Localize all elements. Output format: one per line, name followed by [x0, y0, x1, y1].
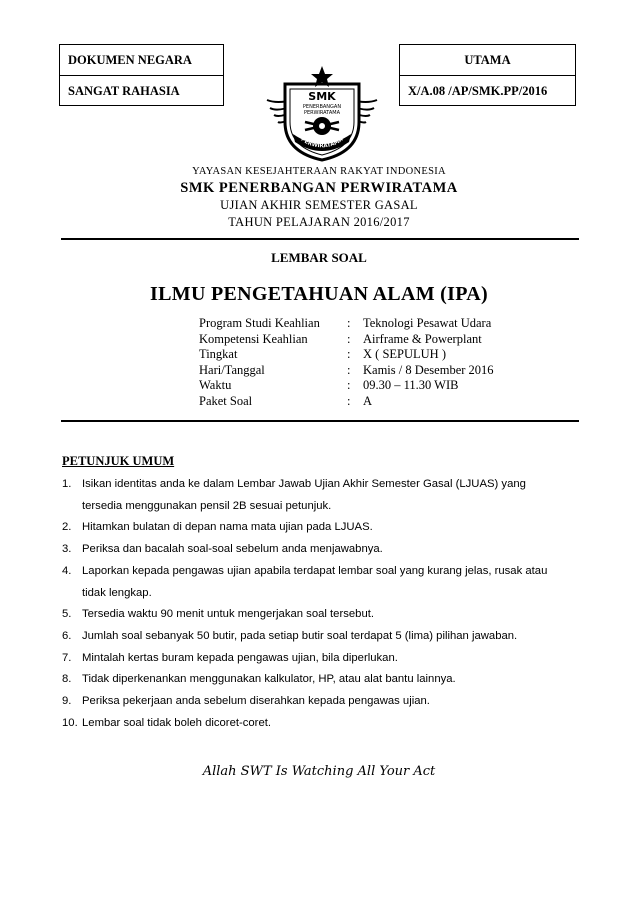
school-logo	[263, 62, 381, 162]
info-value: 09.30 – 11.30 WIB	[363, 378, 459, 393]
info-value: Airframe & Powerplant	[363, 331, 482, 346]
instruction-line: Jumlah soal sebanyak 50 butir, pada setiap butir soal terdapat 5 (lima) pilihan jawaban.	[82, 629, 518, 642]
exam-name: UJIAN AKHIR SEMESTER GASAL	[220, 198, 418, 212]
instruction-line: Tidak diperkenankan menggunakan kalkulator, HP, atau alat bantu lainnya.	[82, 673, 456, 686]
info-label: Tingkat	[199, 347, 238, 362]
info-separator: :	[347, 347, 351, 362]
document-code: X/A.08 /AP/SMK.PP/2016	[400, 75, 575, 105]
instruction-line: Hitamkan bulatan di depan nama mata ujian pada LJUAS.	[82, 521, 373, 534]
instruction-number: 4.	[62, 564, 72, 577]
document-type-label: DOKUMEN NEGARA	[68, 53, 192, 67]
instruction-line: Lembar soal tidak boleh dicoret-coret.	[82, 716, 272, 729]
logo-text-2: PERWIRATAMA	[304, 110, 340, 116]
document-code-box	[399, 44, 576, 106]
instruction-line: Laporkan kepada pengawas ujian apabila terdapat lembar soal yang kurang jelas, rusak atau	[82, 564, 548, 577]
info-label: Kompetensi Keahlian	[199, 331, 308, 346]
instruction-number: 9.	[62, 695, 72, 707]
info-label: Hari/Tanggal	[199, 362, 265, 377]
logo-smk-text: SMK	[308, 90, 336, 103]
info-separator: :	[347, 316, 351, 330]
instruction-line: tersedia menggunakan pensil 2B sesuai petunjuk.	[82, 499, 332, 512]
instruction-line: Mintalah kertas buram kepada pengawas ujian, bila diperlukan.	[82, 651, 398, 664]
info-value: Teknologi Pesawat Udara	[363, 316, 492, 330]
info-value: A	[363, 393, 373, 408]
motto: Allah SWT Is Watching All Your Act	[202, 764, 436, 779]
instruction-line: tidak lengkap.	[82, 586, 152, 599]
instruction-line: Periksa dan bacalah soal-soal sebelum anda menjawabnya.	[82, 543, 383, 556]
instructions-title: PETUNJUK UMUM	[62, 454, 175, 468]
subject-title: ILMU PENGETAHUAN ALAM (IPA)	[150, 283, 488, 305]
instruction-line: Isikan identitas anda ke dalam Lembar Jawab Ujian Akhir Semester Gasal (LJUAS) yang	[82, 478, 526, 490]
instruction-line: Periksa pekerjaan anda sebelum diserahkan kepada pengawas ujian.	[82, 695, 430, 707]
instruction-number: 10.	[62, 716, 78, 729]
info-separator: :	[347, 393, 351, 408]
secrecy-label: SANGAT RAHASIA	[60, 75, 223, 105]
instruction-number: 7.	[62, 651, 72, 664]
divider-bottom	[61, 420, 579, 422]
logo-text-1: PENERBANGAN	[302, 104, 342, 110]
sheet-label: LEMBAR SOAL	[271, 250, 367, 265]
instruction-line: Tersedia waktu 90 menit untuk mengerjakan soal tersebut.	[82, 608, 374, 621]
priority-label: UTAMA	[464, 53, 511, 67]
instruction-number: 5.	[62, 608, 72, 621]
instruction-number: 1.	[62, 478, 72, 490]
info-value: X ( SEPULUH )	[363, 347, 446, 362]
instruction-number: 6.	[62, 629, 72, 642]
classification-box	[59, 44, 224, 106]
info-label: Waktu	[199, 378, 232, 393]
school-name: SMK PENERBANGAN PERWIRATAMA	[180, 180, 458, 196]
academic-year: TAHUN PELAJARAN 2016/2017	[228, 215, 410, 229]
info-label: Program Studi Keahlian	[199, 316, 320, 330]
logo-banner-text: PERWIRATAMA	[299, 136, 345, 150]
instruction-number: 8.	[62, 673, 72, 686]
info-separator: :	[347, 362, 351, 377]
info-label: Paket Soal	[199, 393, 253, 408]
info-separator: :	[347, 378, 351, 393]
info-value: Kamis / 8 Desember 2016	[363, 362, 494, 377]
foundation-name: YAYASAN KESEJAHTERAAN RAKYAT INDONESIA	[192, 166, 446, 177]
info-separator: :	[347, 331, 351, 346]
divider-top	[61, 238, 579, 240]
instruction-number: 3.	[62, 543, 72, 556]
instruction-number: 2.	[62, 521, 72, 534]
